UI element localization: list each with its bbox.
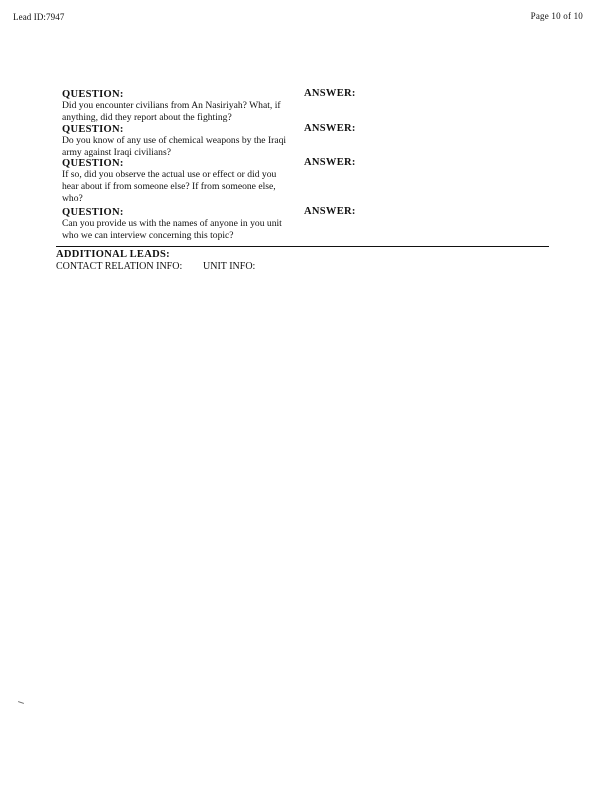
contact-relation-info-label: CONTACT RELATION INFO: bbox=[56, 261, 183, 272]
page-number: Page 10 of 10 bbox=[530, 11, 583, 21]
scan-artifact bbox=[18, 701, 24, 704]
question-label: QUESTION: bbox=[62, 124, 124, 135]
answer-label: ANSWER: bbox=[304, 206, 356, 217]
answer-label: ANSWER: bbox=[304, 88, 356, 99]
answer-label: ANSWER: bbox=[304, 123, 356, 134]
unit-info-label: UNIT INFO: bbox=[203, 261, 256, 272]
question-text: Do you know of any use of chemical weapons by the Iraqi army against Iraqi civilians? bbox=[62, 135, 287, 158]
question-label: QUESTION: bbox=[62, 158, 124, 169]
question-text: Can you provide us with the names of anyone in you unit who we can interview concerning this topic? bbox=[62, 218, 282, 241]
lead-id: Lead ID:7947 bbox=[13, 12, 65, 22]
answer-label: ANSWER: bbox=[304, 157, 356, 168]
question-text: If so, did you observe the actual use or effect or did you hear about if from someone else? If from someone else, who? bbox=[62, 169, 277, 204]
section-divider bbox=[56, 246, 549, 247]
question-text: Did you encounter civilians from An Nasiriyah? What, if anything, did they report about the fighting? bbox=[62, 100, 281, 123]
question-label: QUESTION: bbox=[62, 89, 124, 100]
question-label: QUESTION: bbox=[62, 207, 124, 218]
additional-leads-heading: ADDITIONAL LEADS: bbox=[56, 249, 170, 260]
